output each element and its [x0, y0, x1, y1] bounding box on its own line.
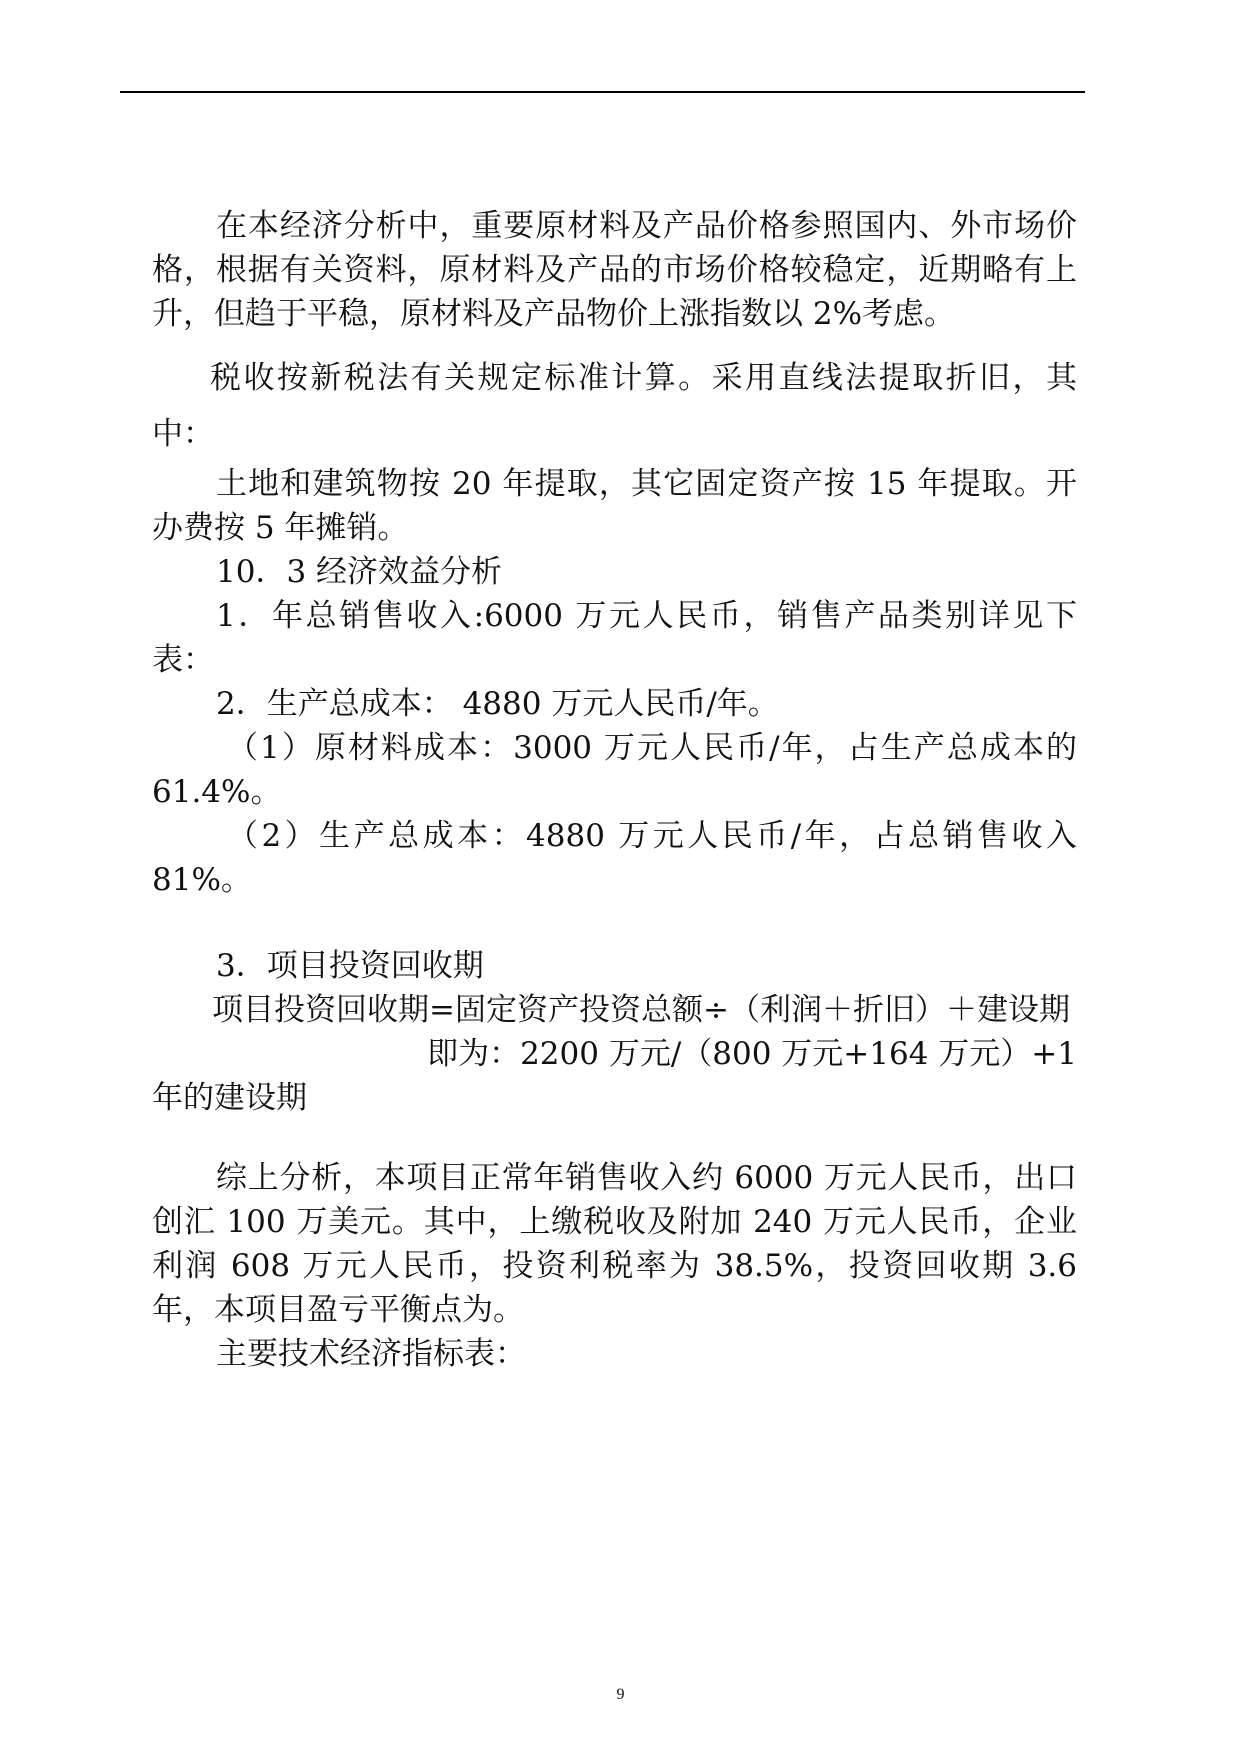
header-rule	[120, 91, 1085, 93]
paragraph-summary: 综上分析，本项目正常年销售收入约 6000 万元人民币，出口创汇 100 万美元。其中，上缴税收及附加 240 万元人民币，企业利润 608 万元人民币，投资利税率为 38.5%，投资回收期 3.6 年，本项目盈亏平衡点为。	[152, 1160, 1077, 1328]
paragraph-depreciation-terms: 土地和建筑物按 20 年提取，其它固定资产按 15 年提取。开办费按 5 年摊销。	[152, 466, 1077, 546]
paragraph-total-cost: 2．生产总成本： 4880 万元人民币/年。	[216, 686, 779, 722]
document-body	[152, 204, 1077, 1376]
paragraph-price-basis: 在本经济分析中，重要原材料及产品价格参照国内、外市场价格，根据有关资料，原材料及产品的市场价格较稳定，近期略有上升，但趋于平稳，原材料及产品物价上涨指数以 2%考虑。	[152, 208, 1077, 332]
paragraph-construction-period: 年的建设期	[152, 1080, 307, 1116]
paragraph-payback-formula: 项目投资回收期=固定资产投资总额÷（利润＋折旧）＋建设期	[212, 992, 1070, 1028]
paragraph-raw-material-cost: （1）原材料成本：3000 万元人民币/年，占生产总成本的 61.4%。	[152, 730, 1077, 810]
paragraph-payback-calculation: 即为：2200 万元/（800 万元+164 万元）+1	[427, 1036, 1077, 1072]
page-number: 9	[616, 1686, 625, 1703]
paragraph-production-cost-ratio: （2）生产总成本：4880 万元人民币/年，占总销售收入 81%。	[152, 818, 1077, 898]
section-heading-payback-period: 3．项目投资回收期	[216, 948, 484, 984]
section-heading-economic-benefit: 10．3 经济效益分析	[216, 554, 503, 590]
paragraph-indicator-table-caption: 主要技术经济指标表：	[216, 1336, 526, 1372]
paragraph-tax-depreciation: 税收按新税法有关规定标准计算。采用直线法提取折旧，其中：	[152, 360, 1077, 452]
paragraph-total-sales: 1．年总销售收入:6000 万元人民币，销售产品类别详见下表：	[152, 598, 1077, 678]
